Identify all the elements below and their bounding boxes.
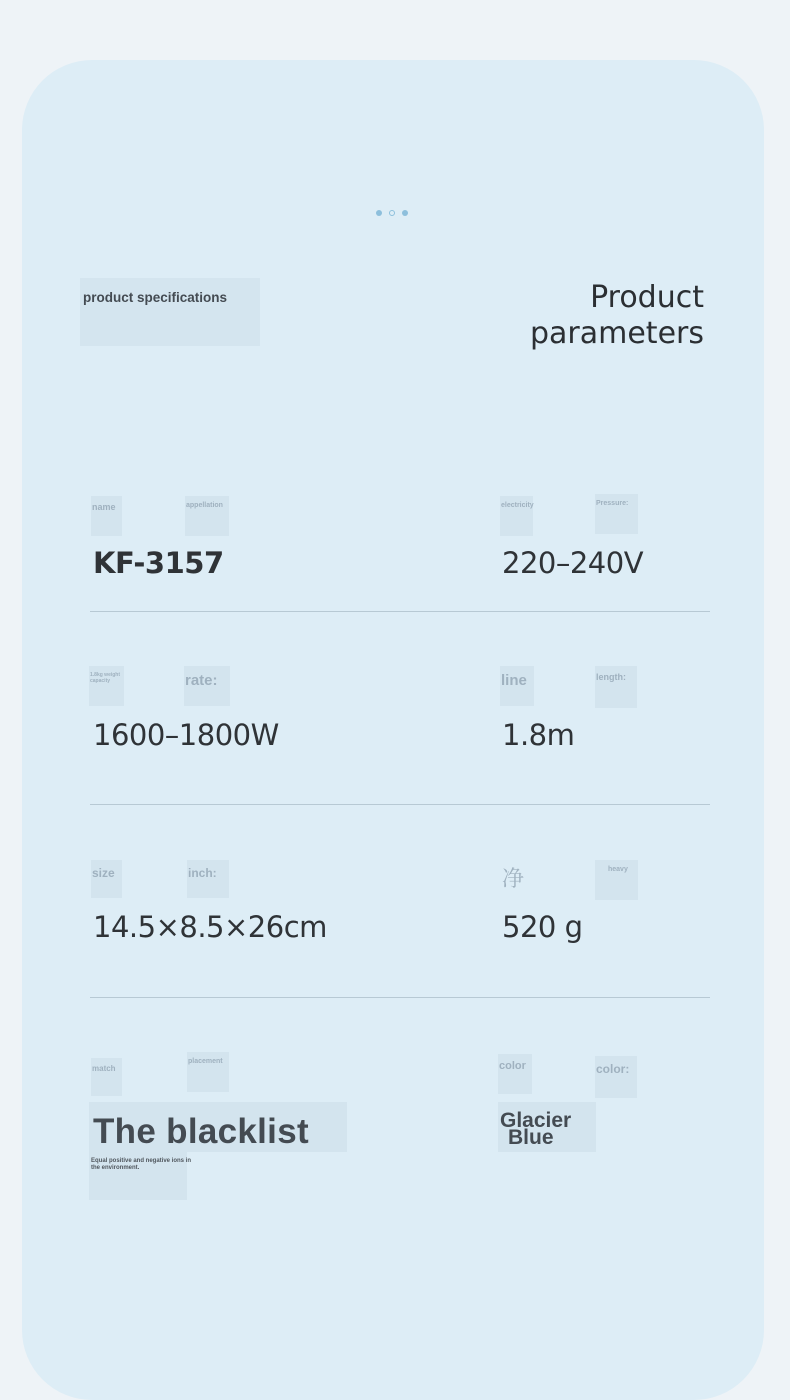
spec-value-cord-length: 1.8m (502, 718, 575, 752)
color-line-1: Glacier (500, 1109, 572, 1132)
row-divider (90, 611, 710, 612)
tag-background (80, 278, 260, 346)
spec-label-color: color (498, 1054, 532, 1094)
spec-label-length: length: (595, 666, 637, 708)
title-line-2: parameters (529, 316, 704, 351)
page-title (530, 280, 704, 352)
spec-label-electricity: electricity (500, 496, 533, 536)
spec-label-color-alt: color: (595, 1056, 637, 1098)
spec-label-heavy: heavy (595, 860, 638, 900)
spec-label-rate: rate: (184, 666, 230, 706)
carousel-dot-active[interactable] (389, 210, 395, 216)
spec-label-pressure: Pressure: (595, 494, 638, 534)
carousel-dots (376, 210, 408, 216)
spec-label-size: size (91, 860, 122, 898)
title-line-1: Product (590, 280, 704, 315)
spec-value-color-name: The blacklist (93, 1112, 309, 1151)
spec-label-net: 净 (502, 867, 525, 892)
row-divider (90, 804, 710, 805)
section-tag: product specifications (83, 290, 228, 305)
spec-label-inch: inch: (187, 860, 229, 898)
spec-value-model: KF-3157 (93, 546, 224, 580)
spec-value-voltage: 220–240V (502, 546, 644, 580)
spec-value-color (500, 1109, 572, 1149)
spec-value-power: 1600–1800W (93, 718, 279, 752)
spec-label-line: line (500, 666, 534, 706)
spec-value-size: 14.5×8.5×26cm (93, 910, 327, 944)
spec-label-name: name (91, 496, 122, 536)
spec-label-capacity: 1.8kg weight capacity (89, 666, 124, 706)
spec-label-appellation: appellation (185, 496, 229, 536)
carousel-dot[interactable] (402, 210, 408, 216)
spec-value-weight: 520 g (502, 910, 583, 944)
spec-note: Equal positive and negative ions in the environment. (91, 1158, 192, 1171)
carousel-dot[interactable] (376, 210, 382, 216)
color-line-2: Blue (508, 1126, 554, 1149)
row-divider (90, 997, 710, 998)
spec-label-placement: placement (187, 1052, 229, 1092)
spec-label-match: match (91, 1058, 122, 1096)
